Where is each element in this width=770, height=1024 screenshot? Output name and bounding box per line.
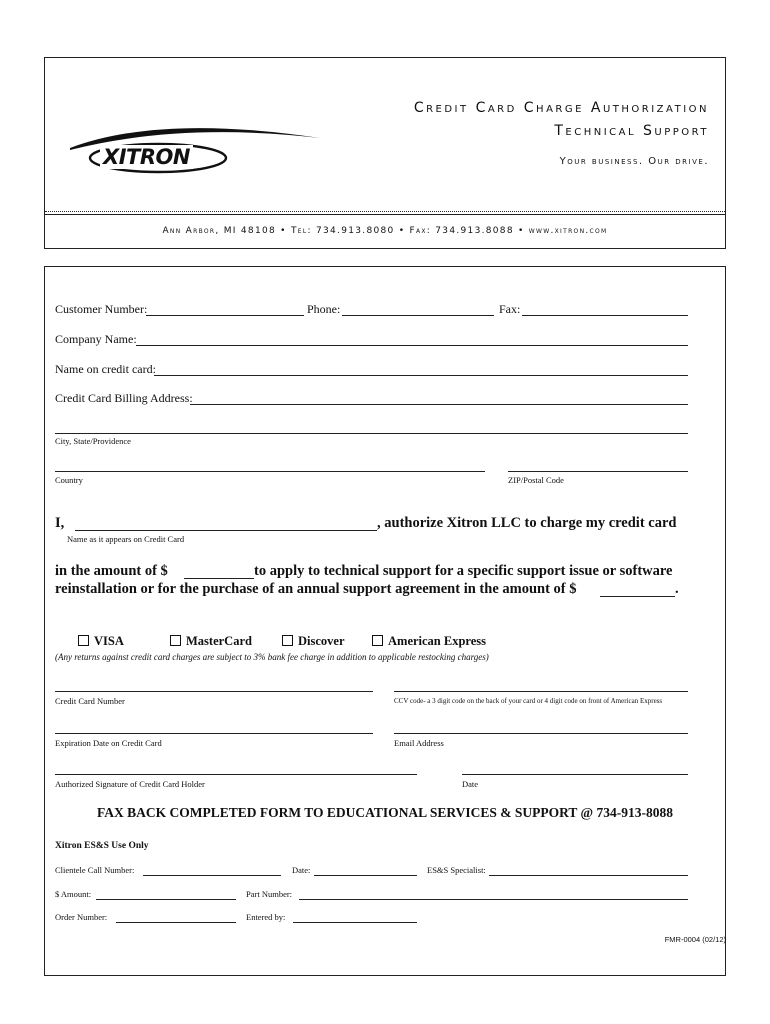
- signature-field[interactable]: [55, 774, 417, 775]
- office-date-label: Date:: [292, 865, 311, 875]
- visa-label: VISA: [94, 634, 124, 648]
- phone-label: Phone:: [307, 302, 341, 316]
- tagline: Your business. Our drive.: [559, 156, 709, 167]
- phone-field[interactable]: [342, 315, 494, 316]
- billing-address-field-2[interactable]: [55, 433, 688, 434]
- fax-field[interactable]: [522, 315, 688, 316]
- part-number-label: Part Number:: [246, 889, 293, 899]
- logo-text: XITRON: [100, 145, 193, 169]
- company-name-field[interactable]: [136, 345, 688, 346]
- card-number-caption: Credit Card Number: [55, 696, 125, 706]
- fax-label: Fax:: [499, 302, 521, 316]
- zip-field[interactable]: [508, 471, 688, 472]
- header-divider: [45, 211, 725, 212]
- authorizing-name-field[interactable]: [75, 530, 377, 531]
- office-amount-field[interactable]: [96, 899, 236, 900]
- contact-line: Ann Arbor, MI 48108 • Tel: 734.913.8080 • Fax: 734.913.8088 • www.xitron.com: [162, 226, 608, 236]
- office-use-heading: Xitron ES&S Use Only: [55, 841, 149, 851]
- signature-date-field[interactable]: [462, 774, 688, 775]
- card-amex[interactable]: [372, 634, 486, 649]
- returns-note: (Any returns against credit card charges are subject to 3% bank fee charge in addition to applicable restocking charges): [55, 652, 489, 662]
- amount-text: to apply to technical support for a specific support issue or software: [254, 563, 673, 579]
- name-on-card-field[interactable]: [154, 375, 688, 376]
- fax-back-banner: FAX BACK COMPLETED FORM TO EDUCATIONAL SERVICES & SUPPORT @ 734-913-8088: [97, 805, 673, 820]
- country-caption: Country: [55, 475, 83, 485]
- email-field[interactable]: [394, 733, 688, 734]
- annual-text: reinstallation or for the purchase of an annual support agreement in the amount of $: [55, 581, 577, 597]
- header-box: [44, 57, 726, 249]
- expiration-field[interactable]: [55, 733, 373, 734]
- card-visa[interactable]: [78, 634, 124, 649]
- specialist-label: ES&S Specialist:: [427, 865, 486, 875]
- mastercard-checkbox[interactable]: [170, 635, 181, 646]
- order-number-field[interactable]: [116, 922, 236, 923]
- specialist-field[interactable]: [489, 875, 688, 876]
- city-state-caption: City, State/Providence: [55, 436, 131, 446]
- amex-checkbox[interactable]: [372, 635, 383, 646]
- authorization-text: , authorize Xitron LLC to charge my credit card: [377, 515, 677, 531]
- date-caption: Date: [462, 779, 479, 789]
- clientele-label: Clientele Call Number:: [55, 865, 135, 875]
- name-on-card-label: Name on credit card:: [55, 362, 156, 376]
- expiration-caption: Expiration Date on Credit Card: [55, 738, 162, 748]
- form-subtitle: Technical Support: [554, 123, 709, 139]
- zip-caption: ZIP/Postal Code: [508, 475, 564, 485]
- card-discover[interactable]: [282, 634, 345, 649]
- discover-label: Discover: [298, 634, 345, 648]
- signature-caption: Authorized Signature of Credit Card Holder: [55, 779, 205, 789]
- amex-label: American Express: [388, 634, 487, 648]
- annual-end: .: [675, 581, 679, 597]
- amount-prefix: in the amount of $: [55, 563, 168, 579]
- mastercard-label: MasterCard: [186, 634, 252, 648]
- name-caption: Name as it appears on Credit Card: [67, 534, 185, 544]
- amount-label: $ Amount:: [55, 889, 92, 899]
- discover-checkbox[interactable]: [282, 635, 293, 646]
- customer-number-field[interactable]: [146, 315, 304, 316]
- part-number-field[interactable]: [299, 899, 688, 900]
- billing-address-label: Credit Card Billing Address:: [55, 391, 193, 405]
- header-divider-2: [45, 214, 725, 215]
- company-name-label: Company Name:: [55, 332, 137, 346]
- country-field[interactable]: [55, 471, 485, 472]
- entered-by-field[interactable]: [293, 922, 417, 923]
- authorization-i: I,: [55, 515, 65, 531]
- amount-field[interactable]: [184, 578, 254, 579]
- office-date-field[interactable]: [314, 875, 417, 876]
- form-title: Credit Card Charge Authorization: [413, 100, 709, 116]
- visa-checkbox[interactable]: [78, 635, 89, 646]
- form-code: FMR-0004 (02/12): [664, 935, 726, 944]
- ccv-caption: CCV code- a 3 digit code on the back of your card or 4 digit code on front of American Express: [394, 697, 663, 705]
- order-number-label: Order Number:: [55, 912, 108, 922]
- ccv-field[interactable]: [394, 691, 688, 692]
- clientele-field[interactable]: [143, 875, 281, 876]
- entered-by-label: Entered by:: [246, 912, 286, 922]
- customer-number-label: Customer Number:: [55, 302, 148, 316]
- card-number-field[interactable]: [55, 691, 373, 692]
- billing-address-field[interactable]: [190, 404, 688, 405]
- annual-amount-field[interactable]: [600, 596, 675, 597]
- xitron-logo: [70, 120, 320, 180]
- email-caption: Email Address: [394, 738, 444, 748]
- card-mastercard[interactable]: [170, 634, 252, 649]
